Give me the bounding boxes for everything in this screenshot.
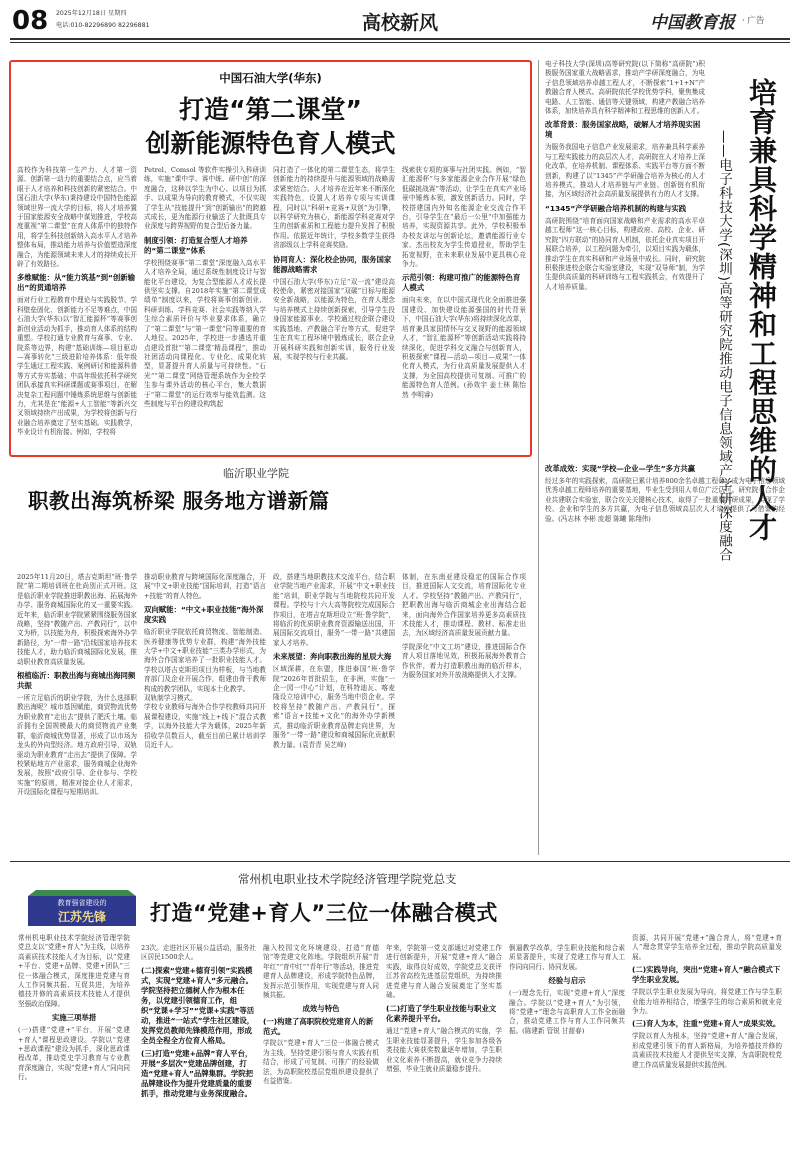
article1-col3 [273,166,395,450]
paragraph: 学院深化“中文工坊”建设，推进国际合作育人项目落地见效，积极拓展海外教育合作伙伴，着力打造职教出海的临沂样本，为服务国家对外开放战略提供人才支撑。 [402,642,526,680]
paragraph: (一)搭建“党建+”平台，开展“党建+育人”课程思政建设。学院以“党建+思政课程”建设为抓手，深化思政课程改革，推动党史学习教育与专业教育深度融合，实现“党建+育人”同向同行。 [18,1026,130,1082]
article3-col5 [509,944,625,1148]
right-article-col-b [545,460,785,855]
subheading: (一)构建了高职院校党建育人的新范式。 [263,1017,374,1037]
article2-col3 [273,573,395,853]
paragraph: 为服务我国电子信息产业发展需求，培养兼具科学素养与工程实践能力的高层次人才，高研院在人才培养上深化改革，在培养机制、课程体系、实践平台等方面不断创新，构建了以“1345”产学研融合培养为核心的人才培养模式，推动人才培养链与产业链、创新链有机衔接，为区域经济社会高质量发展提供有力的人才支撑。 [545,143,705,199]
paragraph: 学院以“党建+育人”三位一体融合模式为主线，坚持党建引领与育人实践有机结合，形成了可复制、可推广的经验做法，为高职院校基层党组织建设提供了有益借鉴。 [263,1039,379,1086]
article2-title: 职教出海筑桥梁 服务地方谱新篇 [28,489,330,513]
paragraph: 区域深耕，在东盟，推进泰国“班·鲁学院”2026年首批招生，在非洲，实施“一企一园一中心”计划，在科特迪瓦、喀麦隆设立培训中心，服务当地中资企业。学校将坚持“教随产出、产教同行”，探索“语言+技能+文化”的海外办学新模式，推动临沂职业教育品牌走向世界，为服务“一带一路”建设和商城国际化贡献职教力量。(袁青青 吴艺峰) [273,665,395,749]
paragraph: 学院以学生职业发展为导向，将党建工作与学生职业能力培养相结合，增强学生的综合素质和就业竞争力。 [632,988,782,1016]
article3-col4 [386,944,502,1148]
paragraph: 体制，在东南亚建设稳定的国际合作项目，推进国际人文交流，培育国际化专业人才。学校坚持“教随产出、产教同行”，把职教出海与临沂商城企业出海结合起来，面向海外合作国家培养更多高素质技术技能人才，推动课程、教材、标准走出去，为区域经济高质量发展贡献力量。 [402,573,526,638]
paragraph: 面向未来，在以中国式现代化全面推进强国建设、加快建设能源强国的时代背景下，中国石油大学(华东)将持续深化改革，培育兼具家国情怀与交叉视野的能源领域人才，“智汇能源杯”等创新活动实践将持续深化，促进学科交叉融合与创新育人，积极探索“课程—活动—项目—成果”一体化育人模式，为行业高质量发展提供人才支撑，为全国高校提供可复制、可推广的能源特色育人范例。(孙效宇 姜士林 陈怡然 李明睿) [402,296,526,399]
paragraph: 双轨制学习模式。 [144,694,197,703]
paragraph: 融入校园文化环境建设，打造“育德馆”等党建文化阵地。学院组织开展“青年红”“育中红”“青年行”等活动，推进党建育人品牌建设，形成学院特色品牌，发挥示范引领作用，实现党建与育人同频共振。 [263,944,379,1000]
article1-col2 [144,166,266,450]
header-rule [10,38,790,40]
issue-date: 2025年12月18日 星期四 [56,10,127,17]
subheading: 改革成效：实现“学校—企业—学生”多方共赢 [545,464,696,473]
paragraph: 2025年11月20日，塔吉克斯坦“班·鲁学院”第二期培训班在杜尚别正式开班。这是临沂职业学院推进职教出海、拓展海外办学、服务商城国际化的又一重要实践。近年来，临沂职业学院紧紧围绕服务国家战略，坚持“教随产出、产教同行”，以中文为桥，以技能为舟，积极探索海外办学新路径，为“一带一路”沿线国家培养技术技能人才，助力临沂商城国际化发展，推动职业教育高质量发展。 [17,573,137,666]
subheading: (二)打造了学生职业技能与职业文化素养提升平台。 [386,1004,497,1024]
section-title: 高校新风 [361,12,438,34]
paragraph: 政，搭建当地职教技术交流平台，结合职业学院当地产业需求，开展“中文+职业技能”培训，职业学院与当地院校共同开发课程。学校与十六大高等院校完成国际合作项目，在塔吉克斯坦设立“班·鲁学院”，将临沂的优质职业教育资源输送出国，开展国际交流项目，服务“一带一路”共建国家人才培养。 [273,573,395,647]
paragraph: 电子科技大学(深圳)高等研究院(以下简称“高研院”)积极服务国家重大战略需求，推动产学研深度融合，为电子信息领域培养卓越工程人才，不断探索“1+1+N”产教融合育人模式。高研院依托学校优势学科，聚焦集成电路、人工智能、通信等关键领域，构建产教融合培养体系，加快培养具有科学精神和工程思维的创新人才。 [545,60,705,116]
section-divider [10,861,790,862]
paper-logo: 中国教育报 [650,13,735,33]
subheading: (二)探索“党建+德育引领”实践模式，实现“党建+育人”多元融合。学院坚持把立德树人作为根本任务，以党建引领德育工作，组织“党课+学习”“党课+实践”等活动，推进“一站式”学生社区建设，发挥党员教师先锋模范作用，形成全员全程全方位育人格局。 [141,965,255,1045]
paragraph: 倒逼教学改革，学生职业技能和综合素质显著提升，实现了党建工作与育人工作同向同行、协同发展。 [509,944,625,971]
article3-col3 [263,944,379,1148]
paragraph: Petrel、Comsol 等软件实操引入科研训练，实施“课中学、赛中练、研中创”的深度融合，这种以学生为中心、以项目为抓手、以成果为导向的教育模式，不仅实现了学生从“技能提升”到“创新输出”的跨越式成长，更为能源行业输送了大批既具专业深度与跨界视野的复合型后备力量。 [144,166,266,231]
article1-col4 [402,166,526,450]
paragraph: 经过多年的实践探索，高研院已累计培养800余名卓越工程师，成为电子信息领域优秀卓越工程师培养的重要基地，毕业生受到用人单位广泛认可。研究院与合作企业共建联合实验室，联合攻关关键核心技术，取得了一批重要科研成果，实现了学校、企业和学生的多方共赢，为电子信息领域高层次人才培养提供了可借鉴的经验。(冯志林 李彬 庞超 陈曦 陈翔伟) [545,477,785,523]
subheading: 双向赋能：“中文+职业技能”海外深度实践 [144,605,264,625]
paragraph: 中国石油大学(华东)立足“双一流”建设高校使命，紧密对接国家“双碳”目标与能源安全新战略，以能源为特色，在育人理念与培养模式上持续创新探索，引导学生投身国家能源事业。学校通过校企联合建设实践基地、产教融合平台等方式，促进学生在真实工程环境中锻炼成长，联合企业开展科研实践和创新实训，服务行业发展，实现学校与行业共赢。 [273,277,395,361]
article3-org: 常州机电职业技术学院经济管理学院党总支 [238,872,457,886]
paragraph: 学校专业教师与海外合作学校教师共同开展课程建设，实施“线上+线下”混合式教学，以海外技能大学为载体，2025年新招收学员数百人，截至目前已累计培训学员近千人。 [144,703,266,750]
jiangsu-pioneer-banner [28,890,136,928]
paragraph: 同打造了一体化的第二课堂生态，将学生创新能力的持续提升与能源领域的战略需求紧密结合。人才培养在近年来不断深化实践特色，设置人才培养专项与实训课程，同时以“科研+竞赛+双创”为引擎，以科学研究为核心，新能源学科竞赛对学生的创新素质和工程能力提升发挥了积极作用。依据近年统计，学校多数学生获得省部级以上学科竞赛奖励。 [273,166,395,250]
subheading: 协同育人：深化校企协同，服务国家能源战略需求 [273,254,392,274]
paragraph: 23次。走进社区开展公益活动，服务社区居民1500余人。 [141,944,256,962]
banner-top-text: 教育强省建设的 [57,899,107,907]
article3-title: 打造“党建+育人”三位一体融合模式 [150,901,498,925]
paragraph: 面对行业工程教育中理论与实践脱节、学科壁垒固化、创新能力不足等难点，中国石油大学(华东)以“智汇能源杯”等赛事创新创业活动为抓手，推动育人体系的结构重塑。学校打通专业教育与赛事、专业、院系等边界，构建“基础训练—项目驱动—赛事转化”三级进阶培养体系：低年级学生通过工程实践、案例研讨和能源科普等方式夯实基础；中高年级依托科学研究团队承接真实科研课题或赛事项目，在解决复杂工程问题中锤炼系统思维与创新能力，尤其是在“能源+人工智能”等新兴交叉领域持续产出成果，为学校将创新与行业融合培养奠定了坚实基础。实践教学，毕业设计有机衔接。例如，学校将 [17,296,137,437]
article1-title-line2: 创新能源特色育人模式 [145,129,396,158]
subheading: 成效与特色 [302,1004,340,1014]
subheading: “1345”产学研融合培养机制的构建与实践 [545,203,687,213]
header-rule-thin [10,42,790,43]
subheading: 制度引领：打造复合型人才培养的“第二课堂”体系 [144,235,248,255]
paragraph: 学校围绕赛事“第二课堂”深度融入高水平人才培养全局，通过系统性制度设计与智能化平台建设，为复合型能源人才成长提供坚实支撑。自2018年实施“第二课堂成绩单”制度以来，学校将赛事创新创业、科研训练、学科竞赛、社会实践等纳入学生综合素质评价与毕业要求体系，确立了“第二课堂”与“第一课堂”同等重要的育人地位。2025年，学校进一步遴选并重点建设首批“‘第二课堂’精品课程”，推动社团活动向课程化、专业化、成果化转型，显著提升育人质量与可持续性。“石光”“第二课堂”网络管理系统作为全校学生参与课外活动的核心平台，集大数据于“第二课堂”的运行效率与能效监测。这些制度与平台的建设构筑起 [144,258,266,408]
paragraph: 线索获专项的赛事与社团实践。例如，“智汇能源杯”与多家能源企业合作开展“绿色低碳挑战赛”等活动，让学生在真实产业场景中锤炼本领，激发创新活力。同时，学校搭建国内外知名能源企业交流合作平台，引导学生在“最后一公里”中加强能力培养，实现资源共享。此外，学校积极举办校友讲坛与创新论坛，邀请能源行业专家、杰出校友为学生传道授业，帮助学生拓宽视野，在未来职业发展中更具核心竞争力。 [402,166,526,269]
subheading: (二)实践导向，突出“党建+育人”融合模式下学生职业发展。 [632,965,781,985]
article2-col1 [17,573,137,853]
page-number: 08 [12,6,49,36]
subheading: 未来展望：奔向职教出海的星辰大海 [273,652,392,662]
right-article-col-a [545,60,705,455]
banner-text: 江苏先锋 [57,910,107,924]
ad-label: · 广告 [742,16,765,26]
article1-title-line1: 打造“第二课堂” [179,95,362,124]
subheading: (三)打造“党建+品牌”育人平台，开展“多层次”党建品牌创建，打造“党建+育人”品牌集群。学院把品牌建设作为提升党建质量的重要抓手，推动党建与业务深度融合。 [141,1048,253,1098]
right-article-title: 培育兼具科学精神和工程思维的人才 [745,78,778,542]
article1-col1 [17,166,137,450]
paragraph: 高研院围绕“培育面向国家战略和产业需求的高水平卓越工程师”这一核心目标，构建政府、高校、企业、研究院“四方联动”的协同育人机制，依托企业真实项目开展联合培养，以工程问题为牵引，以项目实践为载体，推动学生在真实科研和产业场景中成长。同时，研究院积极推进校企联合实验室建设，实现“双导师”制，为学生提供高质量的科研训练与工程实践机会，有效提升了人才培养质量。 [545,216,705,291]
article1-org: 中国石油大学(华东) [219,71,322,85]
subheading: 示范引领：构建可推广的能源特色育人模式 [402,273,521,293]
article2-org: 临沂职业学院 [223,467,289,480]
subheading: 多维赋能：从“能力筑基”到“创新输出”的贯通培养 [17,273,136,293]
paragraph: 资源，共同开展“党建+”融合育人，将“党建+育人”理念贯穿学生培养全过程，推动学院高质量发展。 [632,934,782,961]
paragraph: 临沂职业学院依托商贸物流、智能制造、医养健康等优势专业群，构建“海外技能大学+中文+职业技能”三类办学形式，为海外合作国家培养了一批职业技能人才。学校以塔吉克斯坦项目为样板，与当地教育部门及企业开展合作，组建由骨干教师构成的教学团队，实现本土化教学。 [144,628,266,693]
article2-col4 [402,573,526,853]
paragraph: 一所立足临沂的职业学院，为什么选择职教出海呢？城市基因赋能，商贸物流优势为职业教育“走出去”提供了肥沃土壤。临沂拥有全国规模最大的商贸物流产业集群，临沂商城优势显著，形成了以市场为龙头的外向型经济。地方政府引导，双轨驱动为职业教育“走出去”提供了保障。学校紧贴地方产业需求，服务商城企业海外发展，按照“政府引导、企业参与、学校实施”的原则，精准对接企业人才需求，开设国际化课程与短期培训。 [17,694,137,797]
right-article-subtitle: ——电子科技大学(深圳)高等研究院推动电子信息领域产学研深度融合 [716,130,732,562]
paragraph: 推动职业教育与跨境国际化深度融合，开展“中文+职业技能”国际培训，打造“语言+技能”的育人特色。 [144,573,266,600]
paragraph: 学院以育人为根本，坚持“党建+育人”融合发展，形成党建引领下的育人新格局，为培养德技并修的高素质技术技能人才提供坚实支撑，为高职院校党建工作高质量发展提供实践范例。 [632,1032,782,1069]
column-divider [538,60,539,855]
subheading: 改革背景：服务国家战略，破解人才培养现实困境 [545,120,701,140]
article3-col2 [141,944,256,1148]
paragraph: 常州机电职业技术学院经济管理学院党总支以“党建+育人”为主线，以培养高素质技术技能人才为目标，以“党建+平台、党建+品牌、党建+团队”三位一体融合模式，深度推进党建与育人工作同频共振、互促共进，为培养德技并修的高素质技术技能人才提供坚强政治保障。 [18,934,130,1008]
subheading: (三)育人为本，注重“党建+育人”成果实效。 [632,1019,781,1029]
subheading: 经验与启示 [548,976,586,986]
article3-col1 [18,934,130,1148]
subheading: 实施三项举措 [51,1013,97,1023]
editor-phone: 电话:010-82296890 82296881 [56,22,150,29]
article2-col2 [144,573,266,853]
paragraph: 通过“党建+育人”融合模式的实施，学生职业技能显著提升，学生参加各级各类技能大赛获奖数量逐年增加，学生职业文化素养不断提高，就业竞争力持续增强，毕业生就业质量稳步提升。 [386,1027,502,1074]
paragraph: (一)理念先行，实现“党建+育人”深度融合。学院以“党建+育人”为引领，将“党建+”理念与高职育人工作全面融合，推动党建工作与育人工作同频共振。(陈建新 管锐 甘甜春) [509,989,625,1035]
paragraph: 高校作为科技第一生产力、人才第一资源、创新第一动力的重要结合点，应当着眼于人才培养和科技创新的紧密结合。中国石油大学(华东)秉持建设中国特色能源领域世界一流大学的目标，将人才培养置于国家能源安全战略中谋划推进，学校高度重视“第二课堂”在育人体系中的独特作用，将学生科技创新纳入高水平人才培养整体布局，推动能力培养与价值塑造深度融合，为能源领域未来人才的持续成长开辟了有效路径。 [17,166,137,269]
subheading: 根植临沂：职教出海与商城出海同频共振 [17,671,136,691]
article3-col6 [632,934,782,1148]
paragraph: 年来，学院第一党支部通过对党建工作进行创新提升，开展“党建+育人”融合实践，取得良好成效，学院党总支获评江苏省高校先进基层党组织，为持续推进党建与育人融合发展奠定了坚实基础。 [386,944,502,1000]
